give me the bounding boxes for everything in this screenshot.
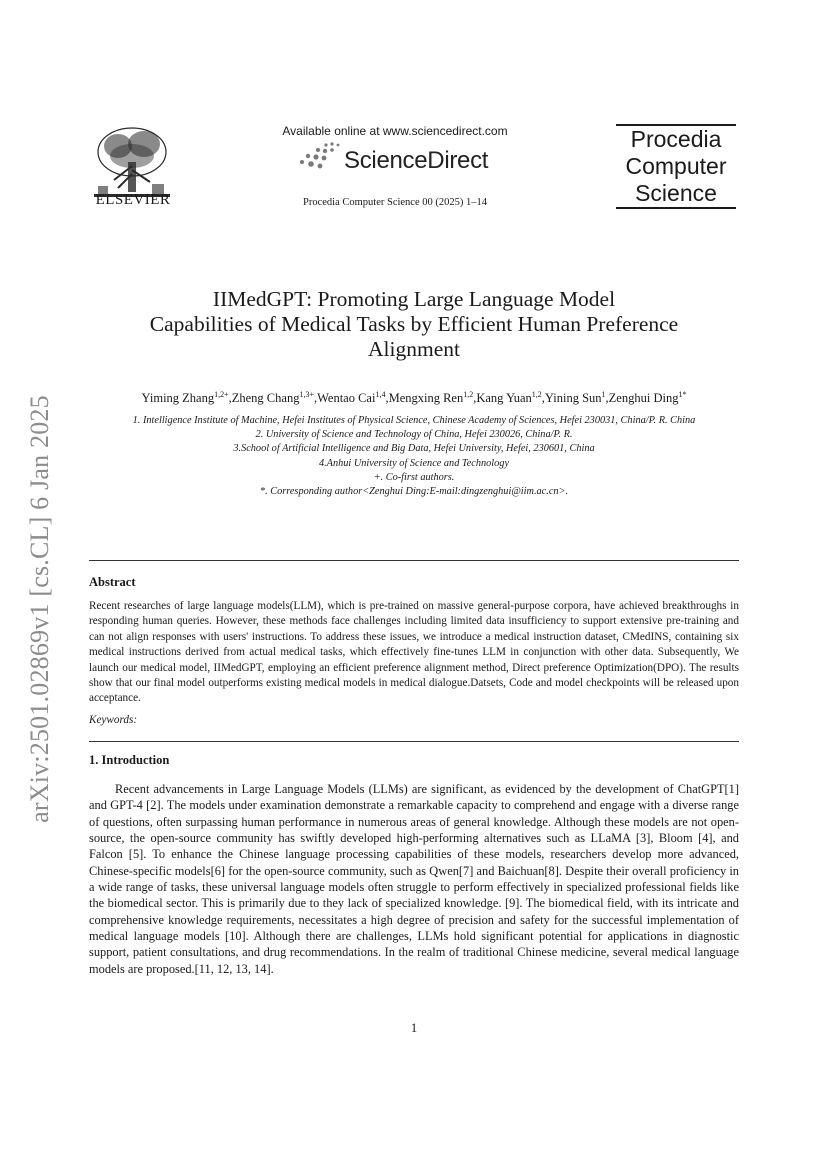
title-line: Capabilities of Medical Tasks by Efficient Human Preference [149,312,679,336]
affiliation-line: 1. Intelligence Institute of Machine, Hefei Institutes of Physical Science, Chinese Academy of Sciences, Hefei 230031, China/P. R. China [132,415,696,426]
paper-title [100,287,728,362]
keywords-label: Keywords: [89,714,138,726]
sciencedirect-dots-icon [298,141,340,171]
author-affiliation-mark: 1* [678,390,687,399]
journal-citation: Procedia Computer Science 00 (2025) 1–14 [303,197,487,208]
affiliation-line: 3.School of Artificial Intelligence and Big Data, Hefei University, Hefei, 230601, China [233,443,595,455]
affiliation-list [60,414,768,499]
author-affiliation-mark: 1,2+ [214,390,229,399]
title-line: IIMedGPT: Promoting Large Language Model [212,287,616,311]
abstract-text: Recent researches of large language models(LLM), which is pre-trained on massive general-purpose corpora, have achieved breakthroughs in responding human queries. However, these methods face challenges including limited data insufficiency to support extensive pre-training and can not align responses with users' instructions. To address these issues, we introduce a medical instruction dataset, CMedINS, containing six medical instructions derived from actual medical tasks, which effectively fine-tunes LLM in conjunction with other data. Subsequently, We launch our medical model, IIMedGPT, employing an efficient preference alignment method, Direct preference Optimization(DPO). The results show that our final model outperforms existing medical models in medical dialogue.Datsets, Code and model checkpoints will be released upon acceptance. [89,600,739,705]
abstract-bottom-rule [89,741,739,742]
author-name: Zenghui Ding [608,391,679,406]
introduction-paragraph: Recent advancements in Large Language Models (LLMs) are significant, as evidenced by the development of ChatGPT[1] and GPT-4 [2]. The models under examination demonstrate a remarkable capacity to comprehend and engage with a diverse range of questions, often surpassing human performance in numerous areas of general knowledge. Although these models are not open-source, the open-source community has swiftly developed high-performing alternatives such as LLaMA [3], Bloom [4], and Falcon [5]. To enhance the Chinese language processing capabilities of these models, researchers develop more advanced, Chinese-specific models[6] for the open-source community, such as Qwen[7] and Baichuan[8]. Despite their overall proficiency in a wide range of tasks, these universal language models often struggle to perform effectively in specialized professional fields like the biomedical sector. This is primarily due to they lack of specialized knowledge. [9]. The biomedical field, with its intricate and comprehensive knowledge requirements, necessitates a high degree of precision and safety for the successful implementation of medical language models [10]. Although there are challenges, LLMs hold significant potential for applications in diagnostic support, patient consultations, and drug recommendations. In the realm of traditional Chinese medicine, several medical language models are proposed.[11, 12, 13, 14]. [89,782,739,976]
section-heading-introduction: 1. Introduction [89,753,170,767]
abstract-heading: Abstract [89,575,136,589]
affiliation-line: 4.Anhui University of Science and Technology [318,457,510,469]
author-affiliation-mark: 1,4 [375,390,386,399]
author-affiliation-mark: 1,2 [531,390,542,399]
affiliation-line: +. Co-first authors. [373,471,455,483]
affiliation-line: 2. University of Science and Technology of China, Hefei 230026, China/P. R. [255,429,573,441]
author-name: Mengxing Ren [388,391,464,406]
author-name: Kang Yuan [476,391,532,406]
author-affiliation-mark: 1,2 [463,390,474,399]
procedia-logo-line: Procedia [630,126,722,152]
elsevier-wordmark: ELSEVIER [95,192,171,208]
sciencedirect-wordmark: ScienceDirect [344,147,489,174]
procedia-logo-line: Computer [625,153,727,179]
procedia-logo [614,124,738,209]
author-name: Yiming Zhang [141,391,215,406]
author-list: Yiming Zhang$^{1,2+}$,Zheng Chang$^{1,3+}$,Wentao Cai$^{1,4}$,Mengxing Ren$^{1,2}$,Kang Yuan$^{1,2}$,Yining Sun$^1$,Zenghui Ding$^{1*}$ [141,390,687,406]
procedia-logo-line: Science [635,180,717,206]
abstract-top-rule [89,560,739,561]
available-online-text: Available online at www.sciencedirect.com [282,124,508,138]
author-name: Zheng Chang [231,391,300,406]
arxiv-id-text: arXiv:2501.02869v1 [cs.CL] 6 Jan 2025 [25,395,54,823]
author-affiliation-mark: 1,3+ [299,390,314,399]
affiliation-line: *. Corresponding author<Zenghui Ding:E-mail:dingzenghui@iim.ac.cn>. [259,486,569,498]
author-name: Wentao Cai [317,391,376,406]
title-line: Alignment [368,337,460,361]
author-affiliation-mark: 1 [601,390,606,399]
arxiv-identifier [20,378,60,840]
author-name: Yining Sun [544,391,602,406]
page-number: 1 [410,1021,418,1035]
